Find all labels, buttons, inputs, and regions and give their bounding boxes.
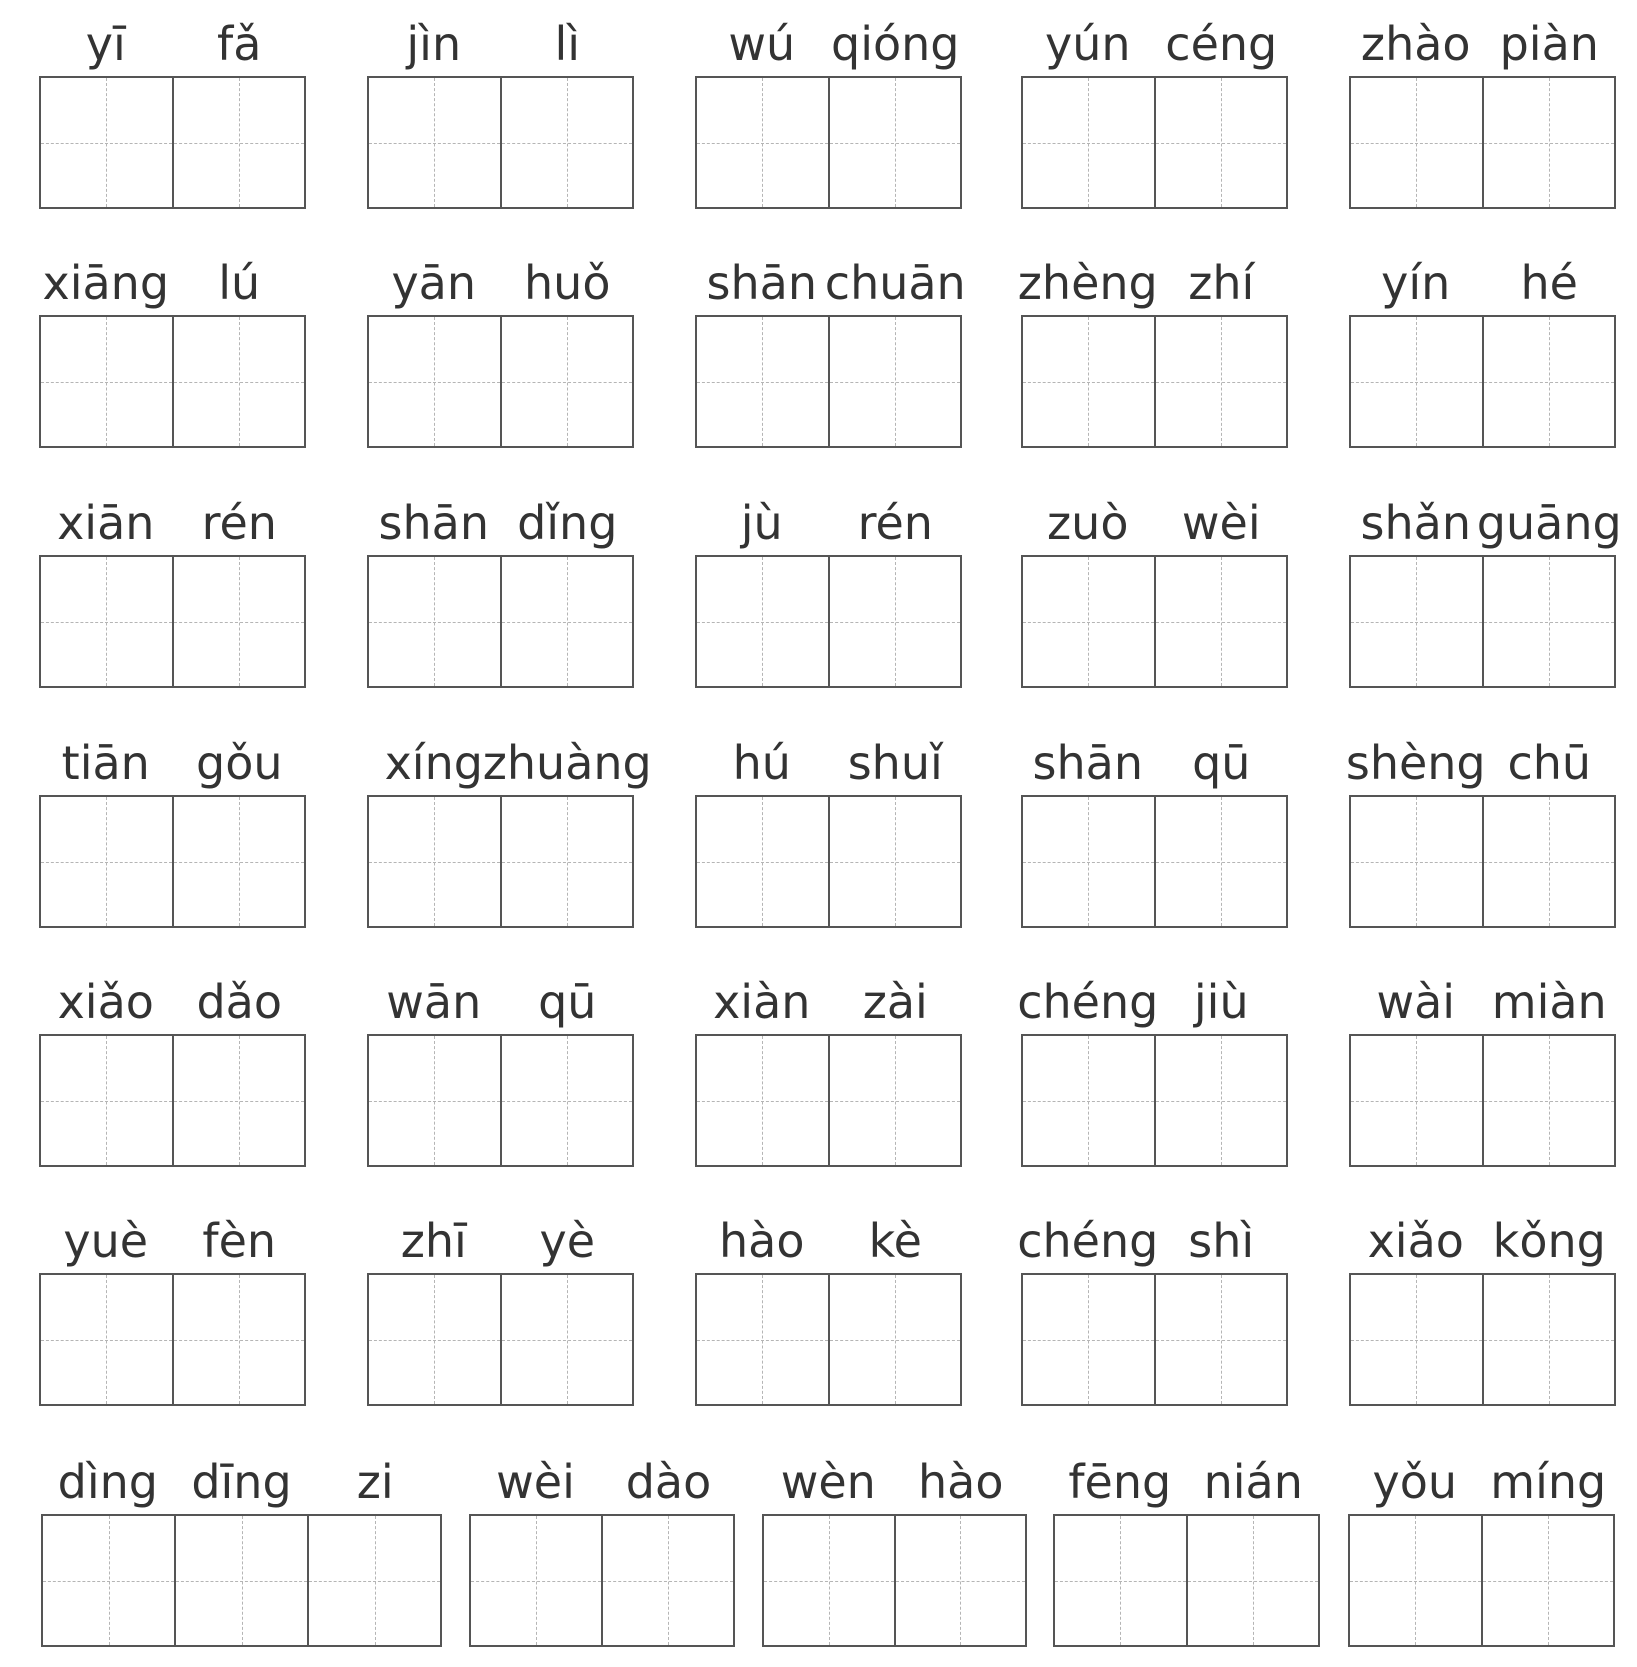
writing-cell[interactable] bbox=[1484, 1036, 1615, 1165]
writing-cell[interactable] bbox=[1350, 1516, 1483, 1645]
writing-cell[interactable] bbox=[1023, 78, 1156, 207]
pinyin-syllable: dǐng bbox=[517, 496, 618, 550]
tianzige-boxes bbox=[1349, 1273, 1616, 1406]
pinyin-syllable: xiǎo bbox=[1367, 1214, 1464, 1268]
pinyin-syllable: zhèng bbox=[1017, 256, 1158, 310]
word-item bbox=[1348, 1444, 1615, 1647]
tianzige-boxes bbox=[1349, 76, 1616, 209]
pinyin-syllable: shān bbox=[1032, 736, 1143, 790]
writing-cell[interactable] bbox=[1351, 317, 1484, 446]
tianzige-boxes bbox=[1021, 1034, 1288, 1167]
pinyin-syllable: shuǐ bbox=[847, 736, 943, 790]
pinyin-syllable: hé bbox=[1520, 256, 1578, 310]
tianzige-boxes bbox=[1021, 1273, 1288, 1406]
writing-cell[interactable] bbox=[697, 797, 830, 926]
writing-cell[interactable] bbox=[1156, 1036, 1287, 1165]
writing-cell[interactable] bbox=[502, 317, 633, 446]
pinyin-line bbox=[367, 6, 634, 76]
writing-cell[interactable] bbox=[502, 1275, 633, 1404]
pinyin-syllable: rén bbox=[857, 496, 933, 550]
writing-cell[interactable] bbox=[174, 78, 305, 207]
pinyin-syllable: wèn bbox=[780, 1455, 876, 1509]
writing-cell[interactable] bbox=[369, 317, 502, 446]
pinyin-syllable: wèi bbox=[496, 1455, 575, 1509]
pinyin-line bbox=[39, 1203, 306, 1273]
pinyin-syllable: qū bbox=[538, 975, 597, 1029]
pinyin-syllable: céng bbox=[1165, 17, 1278, 71]
writing-cell[interactable] bbox=[41, 317, 174, 446]
pinyin-syllable: fēng bbox=[1068, 1455, 1172, 1509]
tianzige-boxes bbox=[695, 555, 962, 688]
pinyin-syllable: piàn bbox=[1499, 17, 1599, 71]
writing-cell[interactable] bbox=[1484, 1275, 1615, 1404]
writing-cell[interactable] bbox=[41, 1275, 174, 1404]
pinyin-syllable: chéng bbox=[1017, 975, 1159, 1029]
writing-cell[interactable] bbox=[697, 317, 830, 446]
pinyin-syllable: tiān bbox=[61, 736, 150, 790]
writing-cell[interactable] bbox=[1156, 317, 1287, 446]
pinyin-line bbox=[367, 1203, 634, 1273]
pinyin-syllable: zài bbox=[862, 975, 928, 1029]
writing-cell[interactable] bbox=[1483, 1516, 1614, 1645]
pinyin-syllable: nián bbox=[1203, 1455, 1303, 1509]
word-item bbox=[695, 964, 962, 1167]
writing-cell[interactable] bbox=[502, 1036, 633, 1165]
writing-cell[interactable] bbox=[830, 317, 961, 446]
writing-cell[interactable] bbox=[1156, 557, 1287, 686]
writing-cell[interactable] bbox=[896, 1516, 1026, 1645]
word-item bbox=[1021, 485, 1288, 688]
pinyin-line bbox=[39, 6, 306, 76]
word-item bbox=[1017, 964, 1288, 1167]
pinyin-syllable: fǎ bbox=[217, 17, 262, 71]
writing-cell[interactable] bbox=[830, 78, 961, 207]
pinyin-syllable: zi bbox=[356, 1455, 394, 1509]
pinyin-syllable: qióng bbox=[831, 17, 960, 71]
writing-cell[interactable] bbox=[1484, 797, 1615, 926]
writing-cell[interactable] bbox=[1351, 557, 1484, 686]
pinyin-syllable: wān bbox=[386, 975, 482, 1029]
writing-cell[interactable] bbox=[174, 1036, 305, 1165]
pinyin-line bbox=[695, 1203, 962, 1273]
word-item bbox=[39, 485, 306, 688]
word-item bbox=[1349, 245, 1616, 448]
pinyin-syllable: dīng bbox=[191, 1455, 292, 1509]
tianzige-boxes bbox=[367, 795, 634, 928]
writing-cell[interactable] bbox=[502, 557, 633, 686]
writing-cell[interactable] bbox=[697, 1275, 830, 1404]
pinyin-line bbox=[1021, 6, 1288, 76]
word-item bbox=[1345, 725, 1616, 928]
tianzige-boxes bbox=[1349, 555, 1616, 688]
pinyin-syllable: huǒ bbox=[524, 256, 611, 310]
word-item bbox=[41, 1444, 442, 1647]
tianzige-boxes bbox=[1053, 1514, 1320, 1647]
tianzige-boxes bbox=[1021, 315, 1288, 448]
word-item bbox=[1017, 1203, 1288, 1406]
tianzige-boxes bbox=[1021, 795, 1288, 928]
writing-cell[interactable] bbox=[1351, 78, 1484, 207]
pinyin-line bbox=[367, 245, 634, 315]
word-item bbox=[39, 245, 306, 448]
word-item bbox=[367, 1203, 634, 1406]
writing-cell[interactable] bbox=[1023, 317, 1156, 446]
pinyin-line bbox=[695, 725, 962, 795]
writing-cell[interactable] bbox=[1484, 78, 1615, 207]
word-item bbox=[695, 6, 962, 209]
word-item bbox=[1017, 245, 1288, 448]
pinyin-line bbox=[1349, 964, 1616, 1034]
writing-cell[interactable] bbox=[369, 1036, 502, 1165]
pinyin-syllable: qū bbox=[1192, 736, 1251, 790]
pinyin-line bbox=[1017, 964, 1288, 1034]
pinyin-line bbox=[1017, 245, 1288, 315]
word-item bbox=[1349, 485, 1622, 688]
writing-cell[interactable] bbox=[1484, 317, 1615, 446]
pinyin-syllable: shǎn bbox=[1360, 496, 1471, 550]
writing-cell[interactable] bbox=[41, 557, 174, 686]
writing-cell[interactable] bbox=[502, 78, 633, 207]
pinyin-syllable: gǒu bbox=[196, 736, 283, 790]
pinyin-syllable: miàn bbox=[1491, 975, 1607, 1029]
pinyin-syllable: dào bbox=[625, 1455, 712, 1509]
writing-cell[interactable] bbox=[1023, 1036, 1156, 1165]
pinyin-syllable: jiù bbox=[1193, 975, 1249, 1029]
pinyin-line bbox=[39, 245, 306, 315]
writing-cell[interactable] bbox=[471, 1516, 603, 1645]
pinyin-syllable: zhuàng bbox=[482, 736, 652, 790]
writing-cell[interactable] bbox=[174, 317, 305, 446]
pinyin-syllable: zhī bbox=[400, 1214, 467, 1268]
tianzige-boxes bbox=[367, 1273, 634, 1406]
writing-cell[interactable] bbox=[1156, 1275, 1287, 1404]
tianzige-boxes bbox=[39, 76, 306, 209]
word-item bbox=[367, 245, 634, 448]
pinyin-syllable: jìn bbox=[406, 17, 462, 71]
writing-cell[interactable] bbox=[764, 1516, 896, 1645]
pinyin-line bbox=[695, 6, 962, 76]
word-item bbox=[1021, 6, 1288, 209]
writing-cell[interactable] bbox=[174, 797, 305, 926]
writing-cell[interactable] bbox=[830, 1275, 961, 1404]
word-item bbox=[39, 6, 306, 209]
tianzige-boxes bbox=[695, 76, 962, 209]
tianzige-boxes bbox=[39, 795, 306, 928]
writing-cell[interactable] bbox=[176, 1516, 309, 1645]
writing-cell[interactable] bbox=[43, 1516, 176, 1645]
pinyin-line bbox=[1345, 725, 1616, 795]
pinyin-syllable: zhào bbox=[1360, 17, 1471, 71]
tianzige-boxes bbox=[367, 555, 634, 688]
word-item bbox=[39, 964, 306, 1167]
writing-cell[interactable] bbox=[41, 1036, 174, 1165]
pinyin-syllable: yuè bbox=[63, 1214, 149, 1268]
tianzige-boxes bbox=[367, 315, 634, 448]
word-item bbox=[367, 725, 652, 928]
pinyin-syllable: míng bbox=[1490, 1455, 1607, 1509]
pinyin-line bbox=[762, 1444, 1027, 1514]
writing-cell[interactable] bbox=[1055, 1516, 1188, 1645]
pinyin-line bbox=[469, 1444, 735, 1514]
word-item bbox=[39, 725, 306, 928]
tianzige-boxes bbox=[39, 1273, 306, 1406]
pinyin-syllable: zuò bbox=[1047, 496, 1129, 550]
tianzige-boxes bbox=[1021, 555, 1288, 688]
pinyin-line bbox=[1017, 1203, 1288, 1273]
pinyin-line bbox=[1349, 245, 1616, 315]
pinyin-line bbox=[367, 485, 634, 555]
tianzige-boxes bbox=[695, 315, 962, 448]
word-item bbox=[1349, 6, 1616, 209]
word-item bbox=[469, 1444, 735, 1647]
writing-cell[interactable] bbox=[174, 1275, 305, 1404]
writing-cell[interactable] bbox=[1351, 797, 1484, 926]
pinyin-syllable: xiāng bbox=[42, 256, 170, 310]
pinyin-line bbox=[1053, 1444, 1320, 1514]
writing-cell[interactable] bbox=[502, 797, 633, 926]
writing-cell[interactable] bbox=[369, 797, 502, 926]
tianzige-boxes bbox=[1349, 795, 1616, 928]
pinyin-syllable: shān bbox=[378, 496, 489, 550]
writing-cell[interactable] bbox=[830, 557, 961, 686]
pinyin-syllable: xíng bbox=[384, 736, 483, 790]
pinyin-syllable: yǒu bbox=[1372, 1455, 1458, 1509]
pinyin-line bbox=[695, 485, 962, 555]
pinyin-syllable: yān bbox=[391, 256, 477, 310]
writing-cell[interactable] bbox=[41, 78, 174, 207]
writing-cell[interactable] bbox=[603, 1516, 733, 1645]
writing-cell[interactable] bbox=[369, 557, 502, 686]
tianzige-boxes bbox=[39, 315, 306, 448]
pinyin-syllable: hào bbox=[918, 1455, 1004, 1509]
writing-cell[interactable] bbox=[1188, 1516, 1319, 1645]
tianzige-boxes bbox=[1348, 1514, 1615, 1647]
tianzige-boxes bbox=[1349, 315, 1616, 448]
pinyin-syllable: xiān bbox=[57, 496, 155, 550]
writing-cell[interactable] bbox=[369, 78, 502, 207]
tianzige-boxes bbox=[1349, 1034, 1616, 1167]
pinyin-line bbox=[695, 964, 962, 1034]
tianzige-boxes bbox=[469, 1514, 735, 1647]
word-item bbox=[1349, 1203, 1616, 1406]
pinyin-syllable: yún bbox=[1044, 17, 1131, 71]
tianzige-boxes bbox=[695, 1273, 962, 1406]
tianzige-boxes bbox=[695, 1034, 962, 1167]
pinyin-syllable: yín bbox=[1381, 256, 1451, 310]
pinyin-syllable: shì bbox=[1188, 1214, 1255, 1268]
pinyin-syllable: kǒng bbox=[1492, 1214, 1606, 1268]
pinyin-syllable: hú bbox=[732, 736, 791, 790]
word-item bbox=[695, 485, 962, 688]
writing-cell[interactable] bbox=[1023, 557, 1156, 686]
writing-cell[interactable] bbox=[697, 557, 830, 686]
word-item bbox=[367, 6, 634, 209]
word-item bbox=[39, 1203, 306, 1406]
writing-cell[interactable] bbox=[1023, 797, 1156, 926]
pinyin-syllable: wèi bbox=[1181, 496, 1261, 550]
pinyin-line bbox=[1349, 485, 1622, 555]
writing-cell[interactable] bbox=[1351, 1036, 1484, 1165]
pinyin-syllable: chuān bbox=[824, 256, 966, 310]
pinyin-syllable: xiàn bbox=[713, 975, 811, 1029]
writing-cell[interactable] bbox=[1023, 1275, 1156, 1404]
pinyin-line bbox=[39, 964, 306, 1034]
word-item bbox=[1021, 725, 1288, 928]
pinyin-line bbox=[1348, 1444, 1615, 1514]
pinyin-syllable: yè bbox=[539, 1214, 596, 1268]
pinyin-syllable: wài bbox=[1376, 975, 1456, 1029]
pinyin-line bbox=[367, 725, 652, 795]
word-item bbox=[367, 964, 634, 1167]
word-item bbox=[695, 725, 962, 928]
word-item bbox=[1349, 964, 1616, 1167]
writing-cell[interactable] bbox=[1351, 1275, 1484, 1404]
tianzige-boxes bbox=[41, 1514, 442, 1647]
writing-cell[interactable] bbox=[830, 797, 961, 926]
pinyin-syllable: yī bbox=[85, 17, 126, 71]
word-item bbox=[695, 1203, 962, 1406]
writing-cell[interactable] bbox=[1484, 557, 1615, 686]
tianzige-boxes bbox=[39, 555, 306, 688]
pinyin-syllable: dǎo bbox=[196, 975, 283, 1029]
word-item bbox=[762, 1444, 1027, 1647]
pinyin-syllable: wú bbox=[728, 17, 796, 71]
pinyin-line bbox=[39, 725, 306, 795]
pinyin-syllable: shèng bbox=[1345, 736, 1486, 790]
pinyin-syllable: jù bbox=[740, 496, 783, 550]
tianzige-boxes bbox=[367, 1034, 634, 1167]
pinyin-syllable: dìng bbox=[57, 1455, 158, 1509]
pinyin-syllable: lú bbox=[218, 256, 261, 310]
writing-cell[interactable] bbox=[1156, 78, 1287, 207]
word-item bbox=[367, 485, 634, 688]
pinyin-syllable: chū bbox=[1507, 736, 1592, 790]
tianzige-boxes bbox=[1021, 76, 1288, 209]
pinyin-syllable: kè bbox=[868, 1214, 922, 1268]
pinyin-line bbox=[1349, 6, 1616, 76]
writing-cell[interactable] bbox=[697, 78, 830, 207]
tianzige-boxes bbox=[695, 795, 962, 928]
pinyin-syllable: rén bbox=[201, 496, 277, 550]
pinyin-syllable: guāng bbox=[1476, 496, 1622, 550]
writing-cell[interactable] bbox=[1156, 797, 1287, 926]
pinyin-syllable: lì bbox=[554, 17, 581, 71]
writing-cell[interactable] bbox=[309, 1516, 440, 1645]
pinyin-line bbox=[39, 485, 306, 555]
tianzige-boxes bbox=[762, 1514, 1027, 1647]
pinyin-line bbox=[41, 1444, 442, 1514]
pinyin-syllable: fèn bbox=[202, 1214, 277, 1268]
writing-cell[interactable] bbox=[174, 557, 305, 686]
writing-cell[interactable] bbox=[41, 797, 174, 926]
pinyin-line bbox=[367, 964, 634, 1034]
pinyin-syllable: hào bbox=[719, 1214, 805, 1268]
word-item bbox=[1053, 1444, 1320, 1647]
pinyin-line bbox=[695, 245, 966, 315]
writing-cell[interactable] bbox=[369, 1275, 502, 1404]
writing-cell[interactable] bbox=[697, 1036, 830, 1165]
word-item bbox=[695, 245, 966, 448]
writing-cell[interactable] bbox=[830, 1036, 961, 1165]
pinyin-syllable: shān bbox=[706, 256, 817, 310]
pinyin-line bbox=[1349, 1203, 1616, 1273]
pinyin-syllable: zhí bbox=[1188, 256, 1255, 310]
pinyin-syllable: chéng bbox=[1017, 1214, 1159, 1268]
pinyin-syllable: xiǎo bbox=[57, 975, 154, 1029]
tianzige-boxes bbox=[367, 76, 634, 209]
tianzige-boxes bbox=[39, 1034, 306, 1167]
pinyin-line bbox=[1021, 725, 1288, 795]
pinyin-line bbox=[1021, 485, 1288, 555]
